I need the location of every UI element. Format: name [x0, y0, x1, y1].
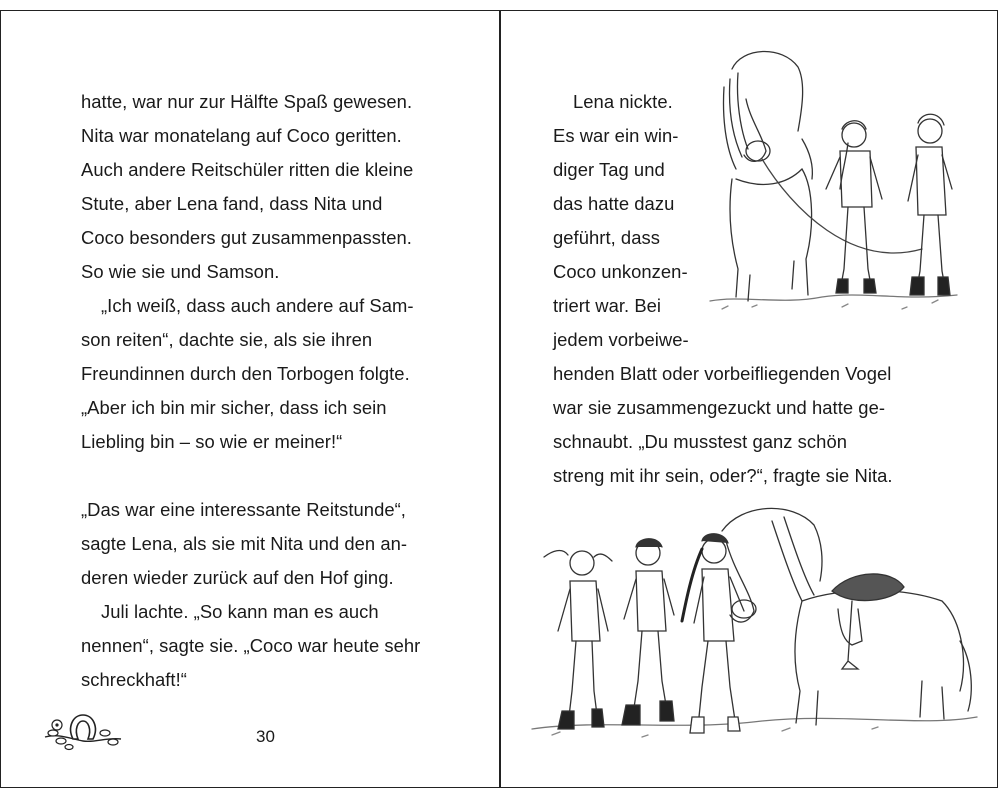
text-line: Nita war monatelang auf Coco geritten. [81, 125, 402, 146]
text-line: Juli lachte. „So kann man es auch [101, 601, 379, 622]
text-line: geführt, dass [553, 227, 660, 248]
text-line: deren wieder zurück auf den Hof ging. [81, 567, 394, 588]
text-line: schreckhaft!“ [81, 669, 187, 690]
text-line: Stute, aber Lena fand, dass Nita und [81, 193, 383, 214]
text-line: Lena nickte. [573, 91, 673, 112]
page-gutter [499, 10, 501, 788]
three-girls-with-pony-illustration [522, 491, 982, 741]
text-line: Liebling bin – so wie er meiner!“ [81, 431, 343, 452]
pony-with-two-girls-illustration [702, 39, 962, 319]
text-line: henden Blatt oder vorbeifliegenden Vogel [553, 363, 892, 384]
text-line: „Ich weiß, dass auch andere auf Sam- [101, 295, 414, 316]
text-line: Coco unkonzen- [553, 261, 688, 282]
text-line: son reiten“, dachte sie, als sie ihren [81, 329, 373, 350]
text-line: diger Tag und [553, 159, 665, 180]
text-line: jedem vorbeiwe- [553, 329, 689, 350]
page-number: 30 [256, 727, 275, 746]
text-line: war sie zusammengezuckt und hatte ge- [553, 397, 886, 418]
text-line: nennen“, sagte sie. „Coco war heute sehr [81, 635, 421, 656]
horseshoe-flower-icon [43, 711, 123, 755]
text-line: Coco besonders gut zusammenpassten. [81, 227, 412, 248]
text-line: „Aber ich bin mir sicher, dass ich sein [81, 397, 387, 418]
text-line: streng mit ihr sein, oder?“, fragte sie Nita. [553, 465, 893, 486]
left-page [1, 11, 500, 789]
text-line: triert war. Bei [553, 295, 662, 316]
text-line: das hatte dazu [553, 193, 675, 214]
text-line: Freundinnen durch den Torbogen folgte. [81, 363, 410, 384]
right-page [502, 11, 999, 789]
text-line: So wie sie und Samson. [81, 261, 280, 282]
text-line: sagte Lena, als sie mit Nita und den an- [81, 533, 408, 554]
text-line: hatte, war nur zur Hälfte Spaß gewesen. [81, 91, 413, 112]
text-line: Es war ein win- [553, 125, 679, 146]
text-line: „Das war eine interessante Reitstunde“, [81, 499, 406, 520]
text-line: Auch andere Reitschüler ritten die kleine [81, 159, 414, 180]
text-line: schnaubt. „Du musstest ganz schön [553, 431, 848, 452]
